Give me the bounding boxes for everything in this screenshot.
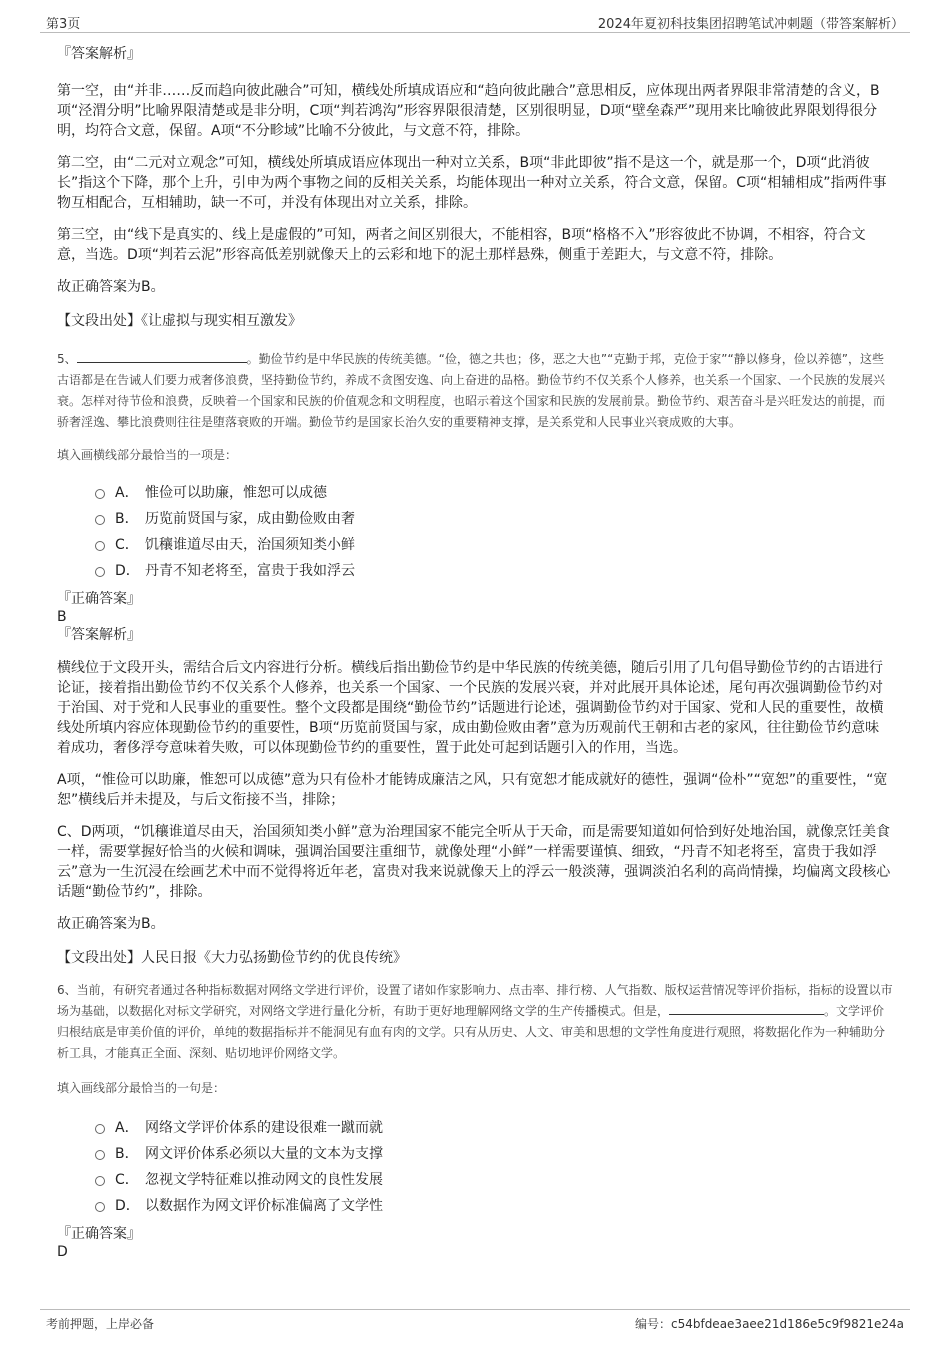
document-body [57, 44, 893, 1261]
fill-blank [669, 1001, 824, 1015]
answer-conclusion: 故正确答案为B。 [57, 916, 165, 932]
correct-answer-label: 『正确答案』 [57, 1226, 141, 1242]
radio-icon[interactable] [95, 1124, 105, 1134]
option-b[interactable]: B． 历览前贤国与家，成由勤俭败由奢 [95, 506, 893, 532]
question-passage: 当前，有研究者通过各种指标数据对网络文学进行评价，设置了诸如作家影响力、点击率、排行榜、人气指数、版权运营情况等评价指标，指标的设置以市场为基础，以数据化对标文学研究，对网络文学进行量化分析，有助于更好地理解网络文学的生产传播模式。但是， [57, 983, 893, 1018]
document-code [635, 1315, 904, 1332]
question-prompt: 填入画横线部分最恰当的一项是： [57, 448, 238, 462]
code-label: 编号： [634, 1317, 671, 1331]
analysis-paragraph: 第一空，由“并非……反而趋向彼此融合”可知，横线处所填成语应和“趋向彼此融合”意思相反，应体现出两者界限非常清楚的含义，B项“泾渭分明”比喻界限清楚或是非分明，C项“判若鸿沟”形容界限很清楚，区别很明显，D项“壁垒森严”现用来比喻彼此界限划得很分明，均符合文意，保留。A项“不分畛域”比喻不分彼此，与文意不符，排除。 [57, 83, 880, 139]
source-citation: 【文段出处】《让虚拟与现实相互激发》 [57, 313, 302, 329]
option-b[interactable]: B． 网文评价体系必须以大量的文本为支撑 [95, 1141, 893, 1167]
radio-icon[interactable] [95, 515, 105, 525]
options-list [95, 1115, 893, 1219]
option-a[interactable]: A． 网络文学评价体系的建设很难一蹴而就 [95, 1115, 893, 1141]
option-c[interactable]: C． 忽视文学特征难以推动网文的良性发展 [95, 1167, 893, 1193]
analysis-paragraph: C、D两项，“饥穰谁道尽由天，治国须知类小鲜”意为治理国家不能完全听从于天命，而是需要知道如何恰到好处地治国，就像烹饪美食一样，需要掌握好恰当的火候和调味，强调治国要注重细节，就像处理“小鲜”一样需要谨慎、细致，“丹青不知老将至，富贵于我如浮云”意为一生沉浸在绘画艺术中而不觉得将近年老，富贵对我来说就像天上的浮云一般淡薄，强调淡泊名利的高尚情操，均偏离文段核心话题“勤俭节约”，排除。 [57, 824, 891, 900]
document-title: 2024年夏初科技集团招聘笔试冲刺题（带答案解析） [597, 17, 904, 32]
option-a[interactable]: A． 惟俭可以助廉，惟恕可以成德 [95, 480, 893, 506]
radio-icon[interactable] [95, 541, 105, 551]
radio-icon[interactable] [95, 1150, 105, 1160]
analysis-paragraph: 第三空，由“线下是真实的、线上是虚假的”可知，两者之间区别很大，不能相容，B项“格格不入”形容彼此不协调，不相容，符合文意，当选。D项“判若云泥”形容高低差别就像天上的云彩和地下的泥土那样悬殊，侧重于差距大，与文意不符，排除。 [57, 227, 866, 263]
question-prompt: 填入画线部分最恰当的一句是： [57, 1081, 226, 1095]
radio-icon[interactable] [95, 489, 105, 499]
page-footer [40, 1309, 910, 1334]
question-number: 6、 [57, 983, 77, 997]
question-passage: 。勤俭节约是中华民族的传统美德。“俭，德之共也；侈，恶之大也”“克勤于邦，克俭于家”“静以修身，俭以养德”，这些古语都是在告诫人们要力戒奢侈浪费，坚持勤俭节约，养成不贪图安逸、向上奋进的品格。勤俭节约不仅关系个人修养，也关系一个国家、一个民族的发展兴衰。怎样对待节俭和浪费，反映着一个国家和民族的价值观念和文明程度，也昭示着这个国家和民族的发展前景。勤俭节约、艰苦奋斗是兴旺发达的前提，而骄奢淫逸、攀比浪费则往往是堕落衰败的开端。勤俭节约是国家长治久安的重要精神支撑，是关系党和人民事业兴衰成败的大事。 [57, 352, 886, 429]
radio-icon[interactable] [95, 1202, 105, 1212]
footer-slogan: 考前押题，上岸必备 [46, 1317, 155, 1331]
radio-icon[interactable] [95, 1176, 105, 1186]
correct-answer-label: 『正确答案』 [57, 591, 141, 607]
source-citation: 【文段出处】人民日报《大力弘扬勤俭节约的优良传统》 [57, 950, 407, 966]
analysis-paragraph: 横线位于文段开头，需结合后文内容进行分析。横线后指出勤俭节约是中华民族的传统美德，随后引用了几句倡导勤俭节约的古语进行论证，接着指出勤俭节约不仅关系个人修养，也关系一个国家、一个民族的发展兴衰，并对此展开具体论述，尾句再次强调勤俭节约对于治国、对于党和人民事业的重要性。整个文段都是围绕“勤俭节约”话题进行论述，强调勤俭节约对于国家、党和人民的重要性，故横线处所填内容应体现勤俭节约的重要性，B项“历览前贤国与家，成由勤俭败由奢”意为历观前代王朝和古老的家风，往往勤俭节约意味着成功，奢侈浮夸意味着失败，可以体现勤俭节约的重要性，置于此处可起到话题引入的作用，当选。 [57, 660, 884, 756]
answer-conclusion: 故正确答案为B。 [57, 279, 165, 295]
radio-icon[interactable] [95, 567, 105, 577]
page-number: 第3页 [46, 17, 81, 32]
analysis-label: 『答案解析』 [57, 627, 141, 643]
question-5-text [57, 349, 893, 433]
question-6-text [57, 980, 893, 1064]
analysis-paragraph: A项，“惟俭可以助廉，惟恕可以成德”意为只有俭朴才能铸成廉洁之风，只有宽恕才能成就好的德性，强调“俭朴”“宽恕”的重要性，“宽恕”横线后并未提及，与后文衔接不当，排除； [57, 772, 888, 808]
correct-answer: D [57, 1244, 68, 1260]
option-d[interactable]: D． 丹青不知老将至，富贵于我如浮云 [95, 558, 893, 584]
options-list [95, 480, 893, 584]
fill-blank [77, 349, 247, 363]
question-passage-continued: 。文学评价归根结底是审美价值的评价，单纯的数据指标并不能洞见有血有肉的文学。只有从历史、人文、审美和思想的文学性角度进行观照，将数据化作为一种辅助分析工具，才能真正全面、深刻、贴切地评价网络文学。 [57, 1004, 886, 1060]
analysis-label: 『答案解析』 [57, 46, 141, 62]
page-header [40, 10, 910, 33]
question-number: 5、 [57, 352, 77, 366]
option-c[interactable]: C． 饥穰谁道尽由天，治国须知类小鲜 [95, 532, 893, 558]
code-value: c54bfdeae3aee21d186e5c9f9821e24a [670, 1317, 904, 1331]
analysis-paragraph: 第二空，由“二元对立观念”可知，横线处所填成语应体现出一种对立关系，B项“非此即彼”指不是这一个，就是那一个，D项“此消彼长”指这个下降，那个上升，引申为两个事物之间的反相关关系，均能体现出一种对立关系，符合文意，保留。C项“相辅相成”指两件事物互相配合，互相辅助，缺一不可，并没有体现出对立关系，排除。 [57, 155, 887, 211]
correct-answer: B [57, 609, 67, 625]
option-d[interactable]: D． 以数据作为网文评价标准偏离了文学性 [95, 1193, 893, 1219]
